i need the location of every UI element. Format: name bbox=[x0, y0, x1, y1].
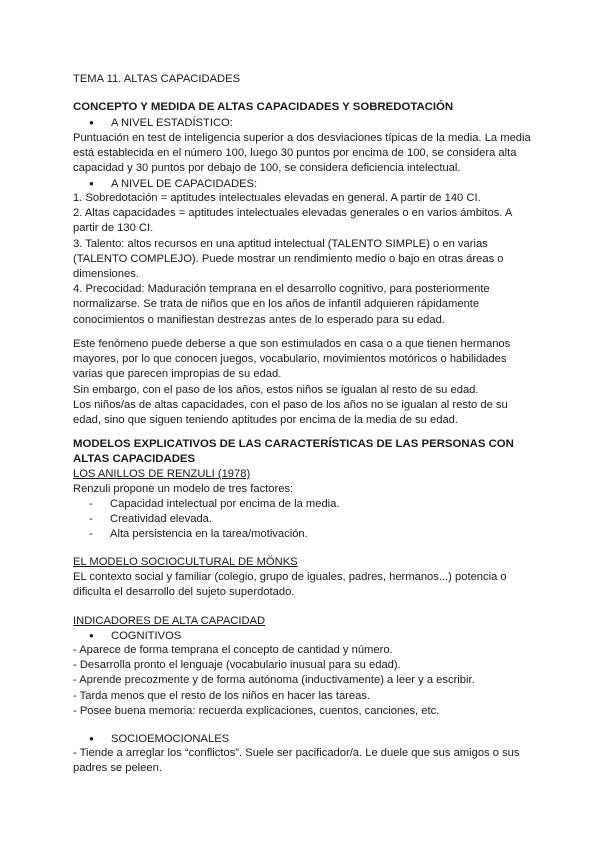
list-item: - Posee buena memoria: recuerda explicaciones, cuentos, canciones, etc. bbox=[73, 704, 440, 717]
list-line: conocimientos o manifiestan destrezas antes de lo esperado para su edad. bbox=[73, 313, 445, 326]
text-line: Los niños/as de altas capacidades, con el paso de los años no se igualan al resto de su bbox=[73, 398, 508, 411]
bullet-icon: ● bbox=[89, 179, 94, 188]
bullet-label: A NIVEL DE CAPACIDADES: bbox=[111, 178, 258, 190]
list-line: 3. Talento: altos recursos en una aptitud intelectual (TALENTO SIMPLE) o en varias bbox=[73, 237, 488, 250]
bullet-socioemocionales bbox=[89, 731, 529, 747]
bullet-label: COGNITIVOS bbox=[111, 630, 182, 642]
heading-line: ALTAS CAPACIDADES bbox=[73, 453, 196, 466]
bullet-icon: ● bbox=[89, 734, 94, 743]
document-title: TEMA 11. ALTAS CAPACIDADES bbox=[73, 73, 241, 85]
list-line: normalizarse. Se trata de niños que en los años de infantil adquieren rápidamente bbox=[73, 298, 480, 311]
renzuli-factor-list bbox=[89, 497, 529, 543]
text-line: Sin embargo, con el paso de los años, estos niños se igualan al resto de su edad. bbox=[73, 383, 479, 396]
text-line: Puntuación en test de inteligencia superior a dos desviaciones típicas de la media. La media bbox=[73, 132, 531, 144]
bullet-label: A NIVEL ESTADÍSTICO: bbox=[111, 117, 233, 129]
list-item: - Aparece de forma temprana el concepto de cantidad y número. bbox=[73, 644, 393, 656]
section-heading-concepto: CONCEPTO Y MEDIDA DE ALTAS CAPACIDADES Y SOBREDOTACIÓN bbox=[73, 101, 454, 113]
list-item: padres se peleen. bbox=[73, 762, 162, 775]
text-line: varias que parecen impropias de su edad. bbox=[73, 368, 282, 381]
renzuli-title: LOS ANILLOS DE RENZULI (1978) bbox=[73, 468, 251, 480]
list-line: 2. Altas capacidades = aptitudes intelectuales elevadas generales o en varios ámbitos. A bbox=[73, 207, 513, 220]
text-line: Este fenómeno puede deberse a que son estimulados en casa o a que tienen hermanos bbox=[73, 338, 511, 350]
bullet-nivel-capacidades bbox=[89, 176, 529, 192]
paragraph-fenomeno bbox=[73, 337, 533, 428]
bullet-icon: ● bbox=[89, 631, 94, 640]
socioemocionales-list bbox=[73, 746, 533, 776]
bullet-cognitivos bbox=[89, 628, 529, 644]
list-item: - Aprende precozmente y de forma autónoma (inductivamente) a leer y a escribir. bbox=[73, 674, 475, 687]
list-item: - Capacidad intelectual por encima de la media. bbox=[89, 497, 529, 512]
cognitivos-list bbox=[73, 643, 533, 719]
heading-line: MODELOS EXPLICATIVOS DE LAS CARACTERÍSTICAS DE LAS PERSONAS CON bbox=[73, 438, 514, 450]
list-item: - Desarrolla pronto el lenguaje (vocabulario inusual para su edad). bbox=[73, 659, 401, 672]
text-line: está establecida en el número 100, luego 30 puntos por encima de 100, se considera alta bbox=[73, 147, 517, 160]
list-line: 1. Sobredotación = aptitudes intelectuales elevadas en general. A partir de 140 CI. bbox=[73, 192, 481, 204]
monks-paragraph bbox=[73, 570, 533, 600]
bullet-label: SOCIOEMOCIONALES bbox=[111, 733, 230, 745]
text-line: edad, sino que siguen teniendo aptitudes por encima de la media de su edad. bbox=[73, 414, 459, 427]
monks-title: EL MODELO SOCIOCULTURAL DE MÖNKS bbox=[73, 556, 298, 568]
text-line: mayores, por lo que conocen juegos, vocabulario, movimientos motóricos o habilidades bbox=[73, 353, 507, 366]
bullet-nivel-estadistico bbox=[89, 115, 529, 131]
list-line: 4. Precocidad: Maduración temprana en el desarrollo cognitivo, para posteriormente bbox=[73, 283, 490, 296]
paragraph-estadistico bbox=[73, 131, 533, 177]
list-item: - Alta persistencia en la tarea/motivación. bbox=[89, 527, 529, 542]
renzuli-intro: Renzuli propone un modelo de tres factores: bbox=[73, 483, 294, 495]
text-line: capacidad y 30 puntos por debajo de 100, se considera deficiencia intelectual. bbox=[73, 162, 461, 175]
text-line: dificulta el desarrollo del sujeto superdotado. bbox=[73, 586, 295, 599]
list-item: - Creatividad elevada. bbox=[89, 512, 529, 527]
capacidades-list bbox=[73, 191, 533, 328]
section-heading-modelos bbox=[73, 437, 533, 467]
list-line: (TALENTO COMPLEJO). Puede mostrar un rendimiento medio o bajo en otras áreas o bbox=[73, 252, 504, 265]
indicadores-title: INDICADORES DE ALTA CAPACIDAD bbox=[73, 615, 266, 627]
list-line: dimensiones. bbox=[73, 268, 139, 281]
list-item: - Tiende a arreglar los “conflictos”. Suele ser pacificador/a. Le duele que sus amigos o sus bbox=[73, 747, 520, 759]
bullet-icon: ● bbox=[89, 118, 94, 127]
text-line: EL contexto social y familiar (colegio, grupo de iguales, padres, hermanos...) potencia o bbox=[73, 571, 507, 583]
list-line: partir de 130 CI. bbox=[73, 222, 154, 235]
list-item: - Tarda menos que el resto de los niños en hacer las tareas. bbox=[73, 689, 371, 702]
